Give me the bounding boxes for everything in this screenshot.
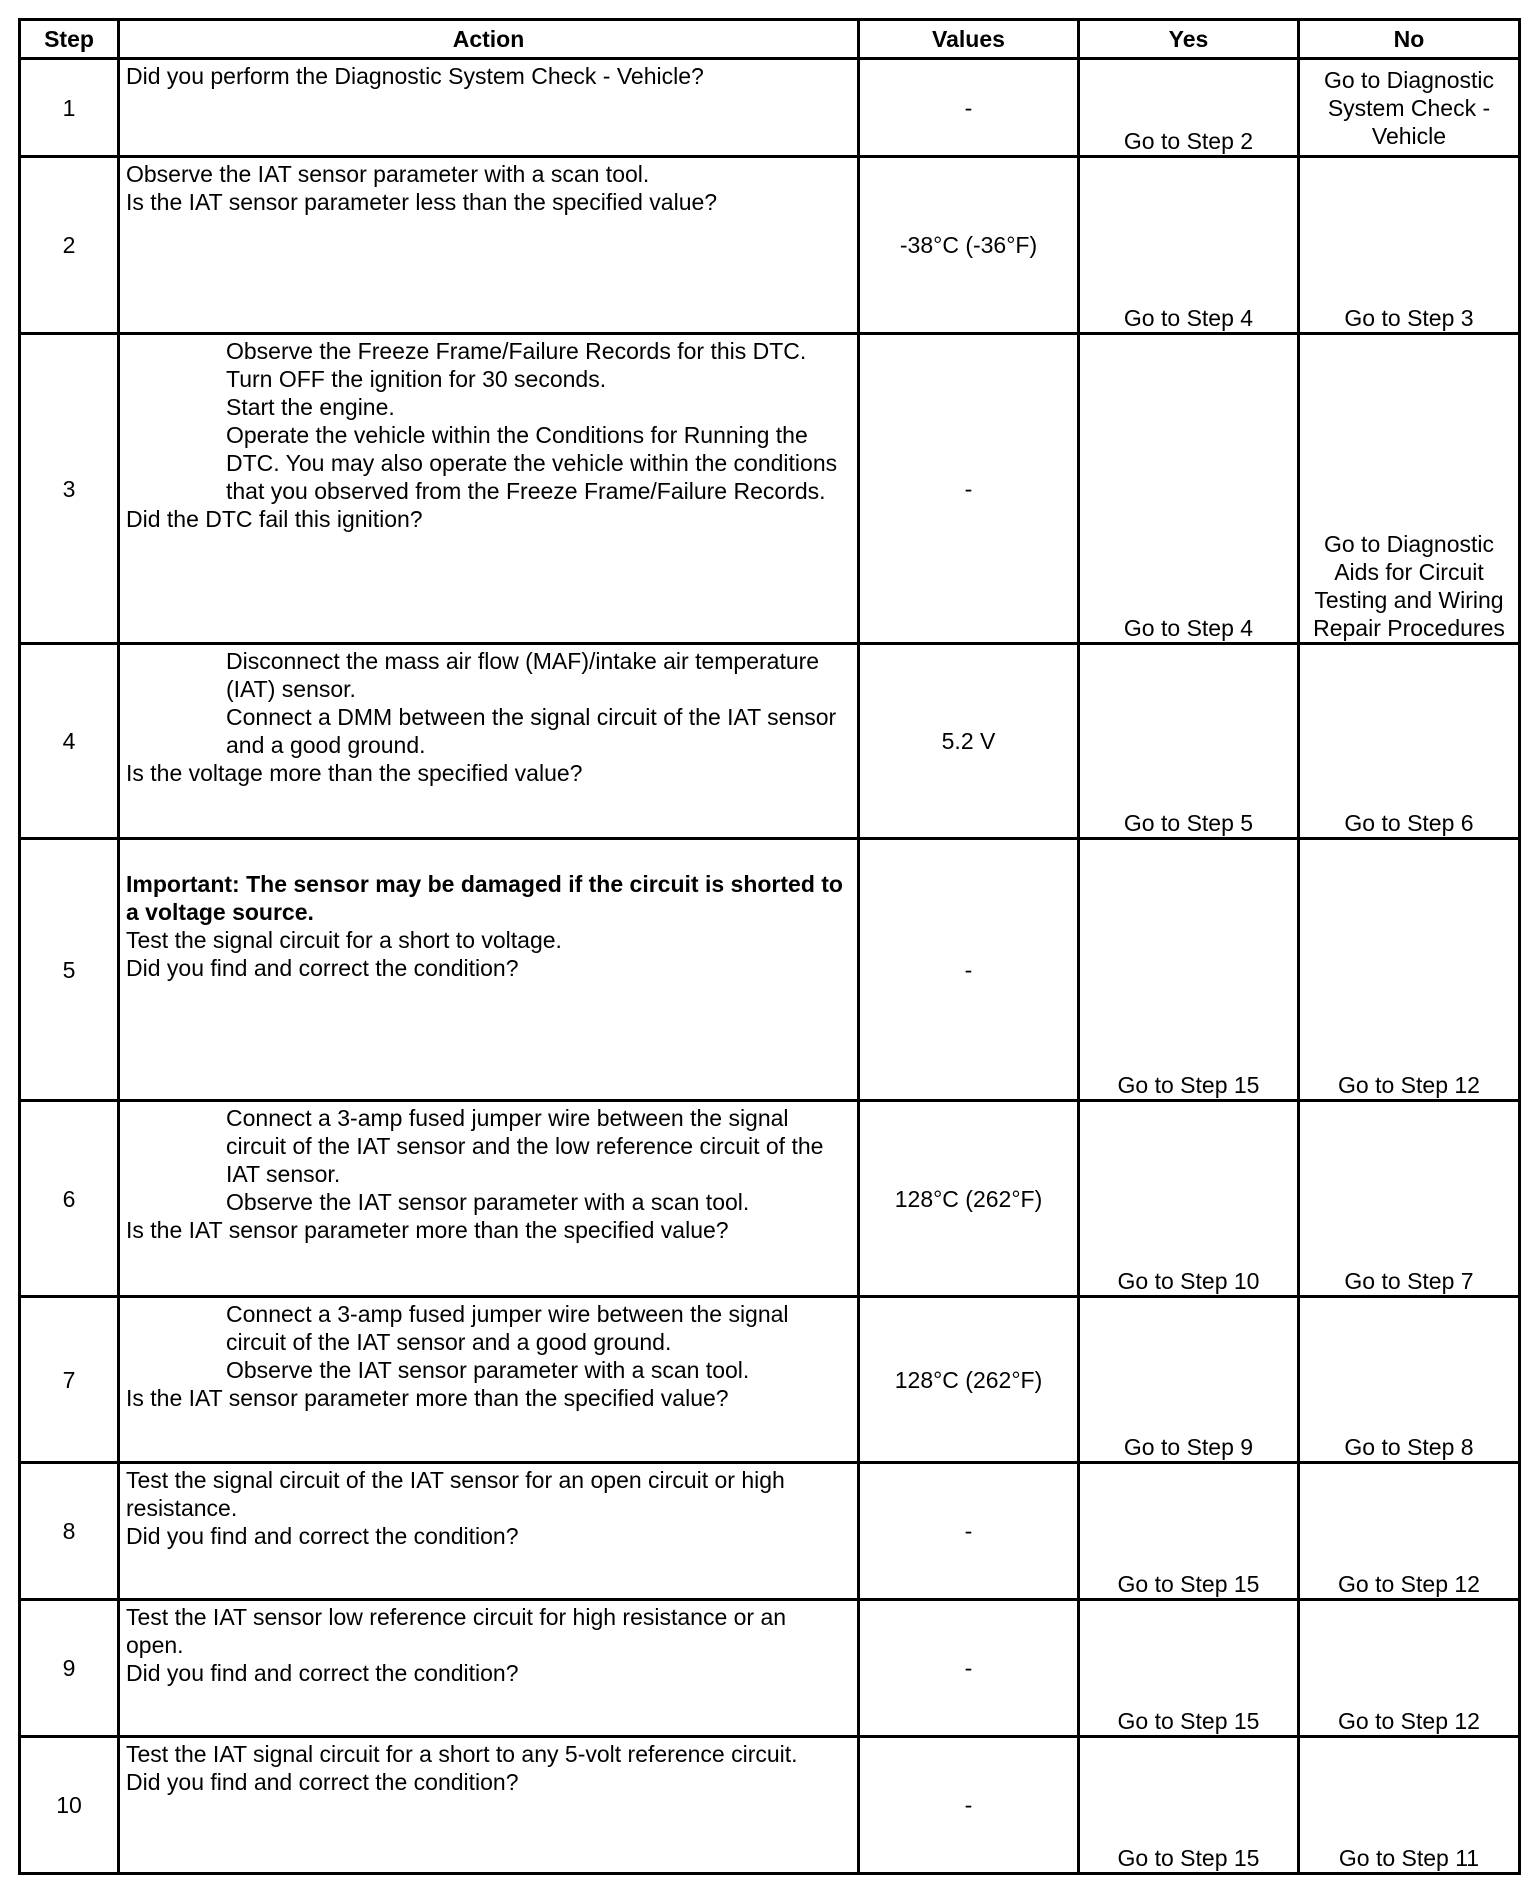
no-cell: Go to Step 6	[1299, 644, 1520, 839]
action-question: Did you find and correct the condition?	[126, 1660, 519, 1686]
step-number: 2	[20, 157, 119, 334]
diagnostic-table	[18, 18, 1521, 1875]
action-question: Is the IAT sensor parameter more than the specified value?	[126, 1385, 729, 1411]
action-question: Is the IAT sensor parameter less than the specified value?	[126, 189, 718, 215]
values-cell: -	[859, 1737, 1079, 1874]
yes-cell: Go to Step 15	[1079, 1737, 1299, 1874]
action-question: Is the IAT sensor parameter more than the specified value?	[126, 1217, 729, 1243]
yes-cell: Go to Step 4	[1079, 157, 1299, 334]
table-row	[20, 334, 1520, 644]
instruction-list	[126, 337, 849, 505]
header-row	[20, 20, 1520, 59]
action-question: Did you perform the Diagnostic System Check - Vehicle?	[126, 63, 704, 89]
instruction-item: Observe the Freeze Frame/Failure Records for this DTC.	[226, 338, 807, 364]
step-number: 4	[20, 644, 119, 839]
step-number: 7	[20, 1297, 119, 1463]
step-number: 6	[20, 1101, 119, 1297]
no-cell: Go to Step 12	[1299, 1463, 1520, 1600]
action-cell	[119, 157, 859, 334]
action-cell	[119, 1600, 859, 1737]
instruction-list	[126, 1104, 849, 1216]
yes-cell: Go to Step 4	[1079, 334, 1299, 644]
table-row	[20, 644, 1520, 839]
values-cell: -	[859, 839, 1079, 1101]
values-cell: -	[859, 59, 1079, 157]
important-note: Important: The sensor may be damaged if the circuit is shorted to a voltage source.	[126, 871, 843, 925]
action-question: Did you find and correct the condition?	[126, 1523, 519, 1549]
action-cell	[119, 839, 859, 1101]
table-row	[20, 1463, 1520, 1600]
step-number: 8	[20, 1463, 119, 1600]
table-row	[20, 1737, 1520, 1874]
yes-cell: Go to Step 5	[1079, 644, 1299, 839]
step-number: 5	[20, 839, 119, 1101]
action-text: Observe the IAT sensor parameter with a scan tool.	[126, 161, 650, 187]
action-cell	[119, 1463, 859, 1600]
instruction-item: Turn OFF the ignition for 30 seconds.	[226, 366, 607, 392]
table-row	[20, 59, 1520, 157]
no-cell: Go to Step 3	[1299, 157, 1520, 334]
instruction-item: Operate the vehicle within the Conditions for Running the DTC. You may also operate the vehicle within the conditions that you observed from the Freeze Frame/Failure Records.	[226, 422, 838, 504]
step-number: 9	[20, 1600, 119, 1737]
action-cell	[119, 644, 859, 839]
instruction-list	[126, 1300, 849, 1384]
instruction-item: Connect a 3-amp fused jumper wire between the signal circuit of the IAT sensor and a good ground.	[226, 1301, 789, 1355]
instruction-item: Disconnect the mass air flow (MAF)/intake air temperature (IAT) sensor.	[226, 648, 820, 702]
values-cell: -	[859, 1600, 1079, 1737]
instruction-list	[126, 647, 849, 759]
action-cell	[119, 1297, 859, 1463]
step-number: 3	[20, 334, 119, 644]
instruction-item: Observe the IAT sensor parameter with a scan tool.	[226, 1189, 750, 1215]
instruction-item: Start the engine.	[226, 394, 395, 420]
table-row	[20, 1297, 1520, 1463]
values-cell: -	[859, 1463, 1079, 1600]
action-question: Did you find and correct the condition?	[126, 1769, 519, 1795]
values-cell: 128°C (262°F)	[859, 1297, 1079, 1463]
header-no: No	[1299, 20, 1520, 59]
header-action: Action	[119, 20, 859, 59]
no-cell: Go to Step 12	[1299, 839, 1520, 1101]
step-number: 10	[20, 1737, 119, 1874]
spacer	[126, 842, 849, 870]
step-number: 1	[20, 59, 119, 157]
no-cell: Go to Diagnostic Aids for Circuit Testing and Wiring Repair Procedures	[1299, 334, 1520, 644]
yes-cell: Go to Step 10	[1079, 1101, 1299, 1297]
yes-cell: Go to Step 15	[1079, 839, 1299, 1101]
action-cell	[119, 334, 859, 644]
yes-cell: Go to Step 15	[1079, 1600, 1299, 1737]
no-cell: Go to Step 12	[1299, 1600, 1520, 1737]
table-row	[20, 157, 1520, 334]
action-cell	[119, 1737, 859, 1874]
values-cell: 5.2 V	[859, 644, 1079, 839]
no-cell: Go to Diagnostic System Check - Vehicle	[1299, 59, 1520, 157]
values-cell: -	[859, 334, 1079, 644]
yes-cell: Go to Step 2	[1079, 59, 1299, 157]
instruction-item: Connect a 3-amp fused jumper wire between the signal circuit of the IAT sensor and the low reference circuit of the IAT sensor.	[226, 1105, 824, 1187]
no-cell: Go to Step 11	[1299, 1737, 1520, 1874]
action-question: Is the voltage more than the specified value?	[126, 760, 583, 786]
action-text: Test the signal circuit for a short to voltage.	[126, 927, 562, 953]
action-cell	[119, 59, 859, 157]
action-text: Test the signal circuit of the IAT sensor for an open circuit or high resistance.	[126, 1467, 785, 1521]
header-values: Values	[859, 20, 1079, 59]
table-row	[20, 1101, 1520, 1297]
instruction-item: Observe the IAT sensor parameter with a scan tool.	[226, 1357, 750, 1383]
header-step: Step	[20, 20, 119, 59]
values-cell: 128°C (262°F)	[859, 1101, 1079, 1297]
header-yes: Yes	[1079, 20, 1299, 59]
instruction-item: Connect a DMM between the signal circuit of the IAT sensor and a good ground.	[226, 704, 837, 758]
yes-cell: Go to Step 15	[1079, 1463, 1299, 1600]
action-question: Did you find and correct the condition?	[126, 955, 519, 981]
table-row	[20, 839, 1520, 1101]
table-row	[20, 1600, 1520, 1737]
no-cell: Go to Step 7	[1299, 1101, 1520, 1297]
action-text: Test the IAT sensor low reference circuit for high resistance or an open.	[126, 1604, 787, 1658]
no-cell: Go to Step 8	[1299, 1297, 1520, 1463]
action-question: Did the DTC fail this ignition?	[126, 506, 423, 532]
action-text: Test the IAT signal circuit for a short to any 5-volt reference circuit.	[126, 1741, 798, 1767]
action-cell	[119, 1101, 859, 1297]
yes-cell: Go to Step 9	[1079, 1297, 1299, 1463]
values-cell: -38°C (-36°F)	[859, 157, 1079, 334]
